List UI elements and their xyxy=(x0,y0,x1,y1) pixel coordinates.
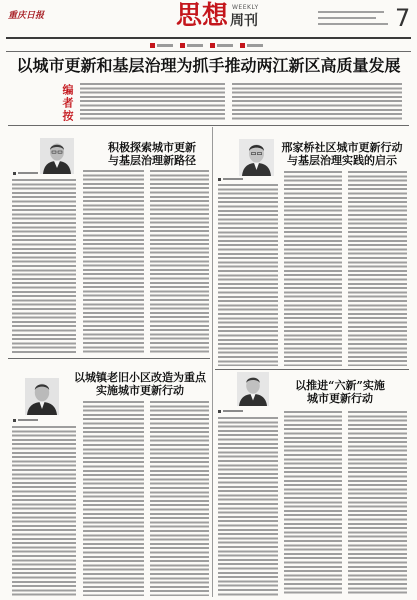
article-2-body-column xyxy=(284,171,342,366)
article-1-title-line-1: 积极探索城市更新 xyxy=(108,141,196,154)
newspaper-logo: 重庆日报 xyxy=(8,11,45,21)
article-2-body-column xyxy=(348,171,407,366)
page-number: 7 xyxy=(395,4,411,32)
red-square-icon xyxy=(210,43,215,48)
article-4-body-column xyxy=(284,411,342,596)
issue-info-line xyxy=(318,23,388,25)
masthead-rule xyxy=(6,37,411,39)
nav-label xyxy=(217,44,233,47)
column-divider xyxy=(212,127,213,597)
red-square-icon xyxy=(240,43,245,48)
section-english-label: WEEKLY xyxy=(232,4,259,11)
author-portrait xyxy=(239,139,274,176)
article-4-body-column xyxy=(218,417,278,596)
page-headline: 以城市更新和基层治理为抓手推动两江新区高质量发展 xyxy=(16,56,401,75)
article-3-body-column xyxy=(83,401,144,596)
article-2-title-line-1: 邢家桥社区城市更新行动 xyxy=(281,141,403,154)
article-3-body-column xyxy=(12,426,76,596)
article-4-body-column xyxy=(348,411,407,596)
editor-note-label: 编者按 xyxy=(61,84,74,123)
article-4-title-line-2: 城市更新行动 xyxy=(307,392,373,405)
author-caption xyxy=(18,419,38,421)
section-title: 思想 xyxy=(176,1,229,31)
editor-note-text-column-1 xyxy=(80,83,225,121)
editor-note-rule xyxy=(8,125,409,126)
author-caption xyxy=(223,410,243,412)
editor-note-text-column-2 xyxy=(232,83,402,121)
article-2-body-column xyxy=(218,184,278,366)
issue-info-line xyxy=(318,11,384,13)
header-rule xyxy=(6,51,411,52)
caption-marker-icon xyxy=(218,178,221,181)
author-caption xyxy=(223,178,243,180)
nav-label xyxy=(157,44,173,47)
article-3-title-line-1: 以城镇老旧小区改造为重点 xyxy=(74,371,206,384)
red-square-icon xyxy=(150,43,155,48)
article-divider xyxy=(8,358,210,359)
author-portrait xyxy=(25,378,59,415)
section-subtitle: 周刊 xyxy=(230,13,258,29)
article-1-body-column xyxy=(12,179,76,353)
issue-info-line xyxy=(318,17,376,19)
caption-marker-icon xyxy=(13,172,16,175)
article-3-title-line-2: 实施城市更新行动 xyxy=(96,384,184,397)
caption-marker-icon xyxy=(13,419,16,422)
caption-marker-icon xyxy=(218,410,221,413)
article-1-body-column xyxy=(83,170,144,353)
author-portrait xyxy=(40,138,74,174)
article-divider xyxy=(215,369,409,370)
author-caption xyxy=(18,172,38,174)
article-1-body-column xyxy=(150,170,209,353)
nav-label xyxy=(187,44,203,47)
article-4-title-line-1: 以推进“六新”实施 xyxy=(295,379,385,392)
nav-label xyxy=(247,44,263,47)
article-2-title-line-2: 与基层治理实践的启示 xyxy=(287,154,397,167)
author-portrait xyxy=(237,372,269,406)
red-square-icon xyxy=(180,43,185,48)
article-3-body-column xyxy=(150,401,209,596)
article-1-title-line-2: 与基层治理新路径 xyxy=(108,154,196,167)
